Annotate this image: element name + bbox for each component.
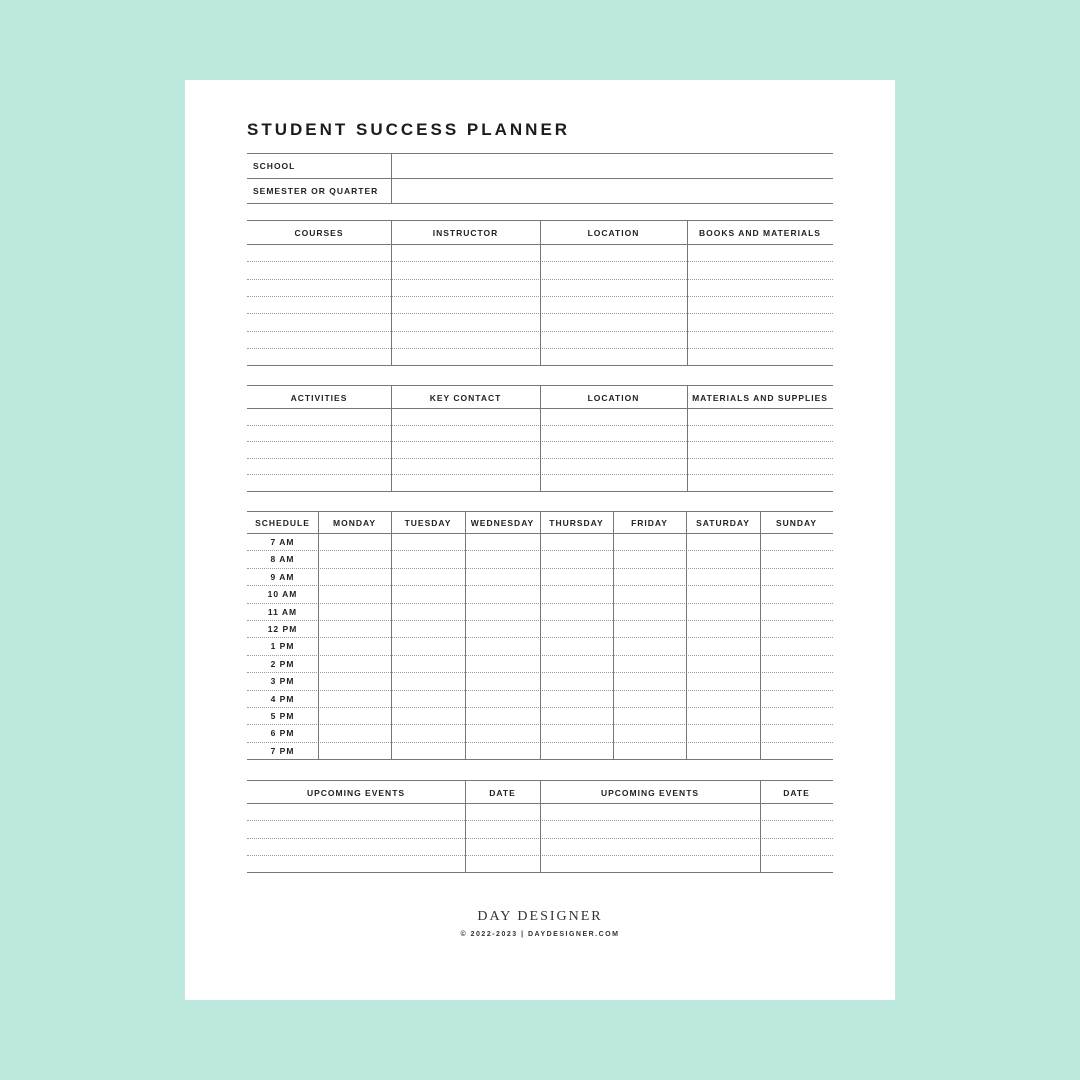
schedule-column-rule	[686, 511, 687, 759]
schedule-bottom-rule	[247, 759, 833, 760]
field-label: SCHOOL	[253, 161, 296, 171]
time-label: 9 AM	[270, 571, 295, 582]
time-label: 10 AM	[267, 589, 298, 600]
column-header: ACTIVITIES	[290, 393, 348, 403]
schedule-column-rule	[391, 511, 392, 759]
column-header: KEY CONTACT	[429, 393, 502, 403]
time-label: 6 PM	[270, 728, 295, 739]
field-input[interactable]	[395, 180, 831, 201]
rule	[247, 203, 833, 204]
column-header: LOCATION	[587, 228, 640, 238]
column-header: DATE	[783, 788, 810, 798]
schedule-corner-label: SCHEDULE	[255, 518, 310, 528]
schedule-column-rule	[465, 511, 466, 759]
time-label: 3 PM	[270, 676, 295, 687]
column-header: UPCOMING EVENTS	[600, 788, 700, 798]
time-label: 2 PM	[270, 658, 295, 669]
schedule-column-rule	[540, 511, 541, 759]
planner-sheet	[185, 80, 895, 1000]
table-bottom-rule	[247, 491, 833, 492]
column-rule	[391, 220, 392, 365]
table-bottom-rule	[247, 872, 833, 873]
time-label: 8 AM	[270, 554, 295, 565]
day-header: SATURDAY	[696, 518, 750, 528]
day-header: MONDAY	[333, 518, 376, 528]
time-label: 4 PM	[270, 693, 295, 704]
day-header: FRIDAY	[631, 518, 668, 528]
rule	[391, 153, 392, 203]
column-header: COURSES	[294, 228, 344, 238]
schedule-column-rule	[760, 511, 761, 759]
column-header: UPCOMING EVENTS	[306, 788, 406, 798]
schedule-column-rule	[613, 511, 614, 759]
rule	[247, 178, 833, 179]
column-header: MATERIALS AND SUPPLIES	[692, 393, 828, 403]
column-rule	[540, 220, 541, 365]
day-header: SUNDAY	[775, 518, 818, 528]
page-title: STUDENT SUCCESS PLANNER	[247, 120, 571, 139]
copyright: © 2022-2023 | DAYDESIGNER.COM	[460, 931, 620, 938]
day-header: THURSDAY	[549, 518, 604, 528]
time-label: 7 PM	[270, 745, 295, 756]
field-input[interactable]	[395, 155, 831, 176]
column-rule	[687, 220, 688, 365]
table-bottom-rule	[247, 365, 833, 366]
time-label: 5 PM	[270, 711, 295, 721]
time-label: 12 PM	[267, 624, 298, 634]
brand-logo: DAY DESIGNER	[477, 909, 603, 924]
rule	[247, 153, 833, 154]
column-header: DATE	[489, 788, 516, 798]
time-label: 11 AM	[267, 606, 298, 617]
day-header: WEDNESDAY	[470, 518, 535, 528]
time-label: 1 PM	[270, 641, 295, 652]
day-header: TUESDAY	[404, 518, 452, 528]
time-label: 7 AM	[270, 537, 295, 547]
column-header: LOCATION	[587, 393, 640, 403]
column-header: BOOKS AND MATERIALS	[699, 228, 821, 238]
field-label: SEMESTER OR QUARTER	[253, 186, 379, 196]
schedule-column-rule	[318, 511, 319, 759]
column-header: INSTRUCTOR	[432, 228, 499, 238]
